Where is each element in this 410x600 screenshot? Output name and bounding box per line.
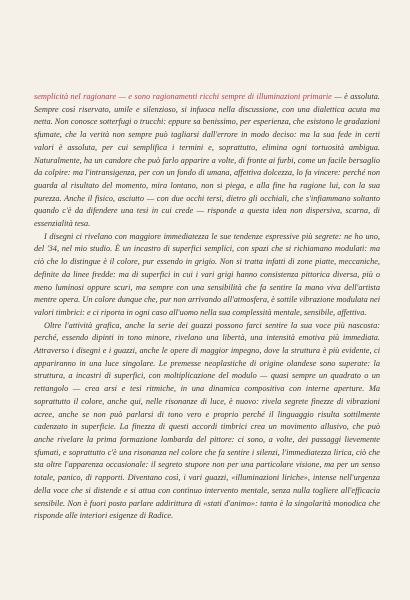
paragraph-2: I disegni ci rivelano con maggiore immediatezza le sue tendenze espressive più segrete: ne ho uno, del '34, nel mio studio. È un incastro di superfici semplici, con spazi che si richiamano modulati: ma ciò che lo distingue è il colore, pur essendo in grigio. Non si tratta infatti di zone piatte, meccaniche, definite da linee fredde: ma di superfici in cui i vari grigi hanno consistenza pittorica diversa, più o meno luminosi oppure scuri, ma sempre con una sensibilità che fa sentire la mano viva dell'artista mentre opera. Un colore dunque che, pur non arrivando all'atmosfera, è sottile vibrazione modulata nei valori timbrici: e ci riporta in ogni caso all'uomo nella sua complessità mentale, sensibile, affettiva. xyxy=(34,231,380,317)
highlighted-opening: semplicità nel ragionare — e sono ragionamenti ricchi sempre di illuminazioni primarie xyxy=(34,92,332,101)
paragraph-text: — è assoluta. Sempre così riservato, umile e silenzioso, si infuoca nella discussione, con una dialettica acuta ma netta. Non conosce sotterfugi o trucchi: eppure sa benissimo, per esperienza, che esistono le gradazioni sfumate, che la verità non sempre può tagliarsi dall'errore in modo deciso: ma la sua fede in certi valori è assoluta, per cui semplifica i termini e, soprattutto, elimina ogni tortuosità ambigua. Naturalmente, ha un candore che può farlo apparire a volte, di fronte ai furbi, come un facile bersaglio da colpire: ma l'intransigenza, per con un fondo di umana, affettiva dolcezza, lo fa vincere: perché non guarda al risultato del momento, mira lontano, non si piega, e alla fine ha ragione lui, con la sua purezza. Anche il fisico, asciutto — con due occhi tersi, dietro gli occhiali, che s'infiammano soltanto quando c'è da difendere una tesi in cui crede — risponde a questa idea non dispersiva, scarna, di essenzialità tesa. xyxy=(34,92,380,229)
paragraph-1 xyxy=(34,91,380,231)
paragraph-3: Oltre l'attività grafica, anche la serie dei guazzi possono farci sentire la sua voce più nascosta: perché, essendo dipinti in tono minore, rivelano una libertà, una intensità emotiva più immediata. Attraverso i disegni e i guazzi, anche le opere di maggior impegno, dove la struttura è più evidente, ci appariranno in una luce singolare. Le premesse neoplastiche di origine olandese sono superate: la struttura, a incastri di superfici, con moltiplicazione del modulo — quasi sempre un quadrato o un rettangolo — crea arsi e tesi ritmiche, in una dinamica compositiva con interne aperture. Ma soprattutto il colore, anche qui, nelle risonanze di luce, è nuovo: rivela segrete finezze di vibrazioni acree, anche se non può parlarsi di tono vero e proprio perché il linguaggio risulta sottilmente cadenzato in superficie. La finezza di questi accordi timbrici crea un movimento allusivo, che può anche rivelare la prima formazione lombarda del pittore: ci sono, a volte, dei passaggi lievemente sfumati, e soprattutto c'è una risonanza nel colore che fa sentire i silenzi, l'immediatezza lirica, ciò che sta oltre l'apparenza occasionale: il segreto stupore non per una particolare visione, ma per un senso totale, panico, di rapporti. Diventano così, i vari guazzi, «illuminazioni liriche», intense nell'urgenza della voce che si distende e si attua con continuo intervento mentale, senza nulla togliere all'efficacia sensibile. Non è fuori posto parlare addirittura di «stati d'animo»: tanta è la singolarità monodica che risponde alle interiori esigenze di Radice. xyxy=(34,320,380,521)
body-text xyxy=(34,91,380,523)
